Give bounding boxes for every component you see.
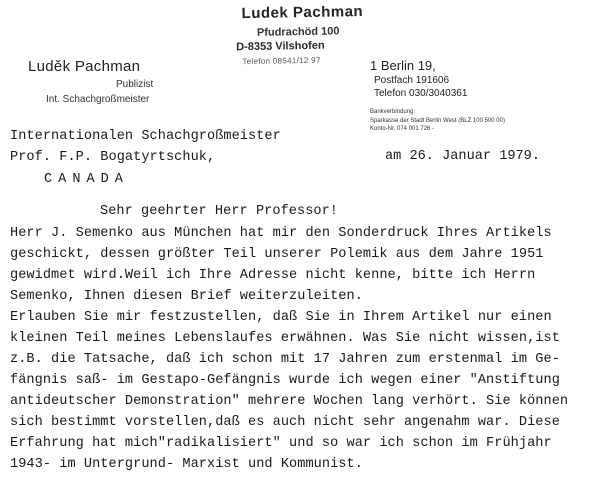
letterhead-name: Luděk Pachman <box>28 58 141 75</box>
salutation: Sehr geehrter Herr Professor! <box>100 204 339 219</box>
body-line: sich bestimmt vorstellen,daß es auch nicht sehr angenahm war. Diese <box>10 415 560 430</box>
stamp-phone: Telefon 08541/12 97 <box>242 55 321 67</box>
recipient-line-1: Internationalen Schachgroßmeister <box>10 129 281 144</box>
address-city: 1 Berlin 19, <box>370 58 436 73</box>
stamp-name: Ludek Pachman <box>241 3 364 23</box>
letterhead-title: Int. Schachgroßmeister <box>46 94 150 105</box>
stamp-city: D-8353 Vilshofen <box>236 39 325 54</box>
bank-line-2: Konto-Nr. 074 001 726 - <box>370 126 435 132</box>
bank-line-1: Sparkasse der Stadt Berlin West (BLZ 100 500 00) <box>370 117 505 124</box>
body-line: Erfahrung hat mich"radikalisiert" und so war ich schon im Frühjahr <box>10 436 552 451</box>
body-line: Herr J. Semenko aus München hat mir den Sonderdruck Ihres Artikels <box>10 226 552 241</box>
letter-date: am 26. Januar 1979. <box>385 149 540 164</box>
body-line: Semenko, Ihnen diesen Brief weiterzuleiten. <box>10 289 363 304</box>
body-line: geschickt, dessen größter Teil unserer Polemik aus dem Jahre 1951 <box>10 247 544 262</box>
body-line: 1943- im Untergrund- Marxist und Kommunist. <box>10 457 363 472</box>
address-telefon: Telefon 030/3040361 <box>374 88 468 99</box>
body-line: gewidmet wird.Weil ich Ihre Adresse nicht kenne, bitte ich Herrn <box>10 268 536 283</box>
stamp-street: Pfudrachöd 100 <box>256 25 340 39</box>
body-line: z.B. die Tatsache, daß ich schon mit 17 Jahren zum erstenmal im Ge- <box>10 352 560 367</box>
bank-details <box>370 108 505 134</box>
body-line: antideutscher Demonstration" mehrere Wochen lang verhört. Sie können <box>10 394 569 409</box>
address-postfach: Postfach 191606 <box>374 75 450 86</box>
recipient-country: CANADA <box>44 172 129 187</box>
recipient-line-2: Prof. F.P. Bogatyrtschuk, <box>10 150 216 165</box>
bank-label: Bankverbindung: <box>370 109 416 115</box>
letterhead-role: Publizist <box>116 79 154 90</box>
body-line: fängnis saß- im Gestapo-Gefängnis wurde ich wegen einer "Anstiftung <box>10 373 560 388</box>
sender-rubber-stamp <box>231 3 382 70</box>
body-line: Erlauben Sie mir festzustellen, daß Sie in Ihrem Artikel nur einen <box>10 310 552 325</box>
body-line: kleinen Teil meines Lebenslaufes erwähnen. Was Sie nicht wissen,ist <box>10 331 560 346</box>
